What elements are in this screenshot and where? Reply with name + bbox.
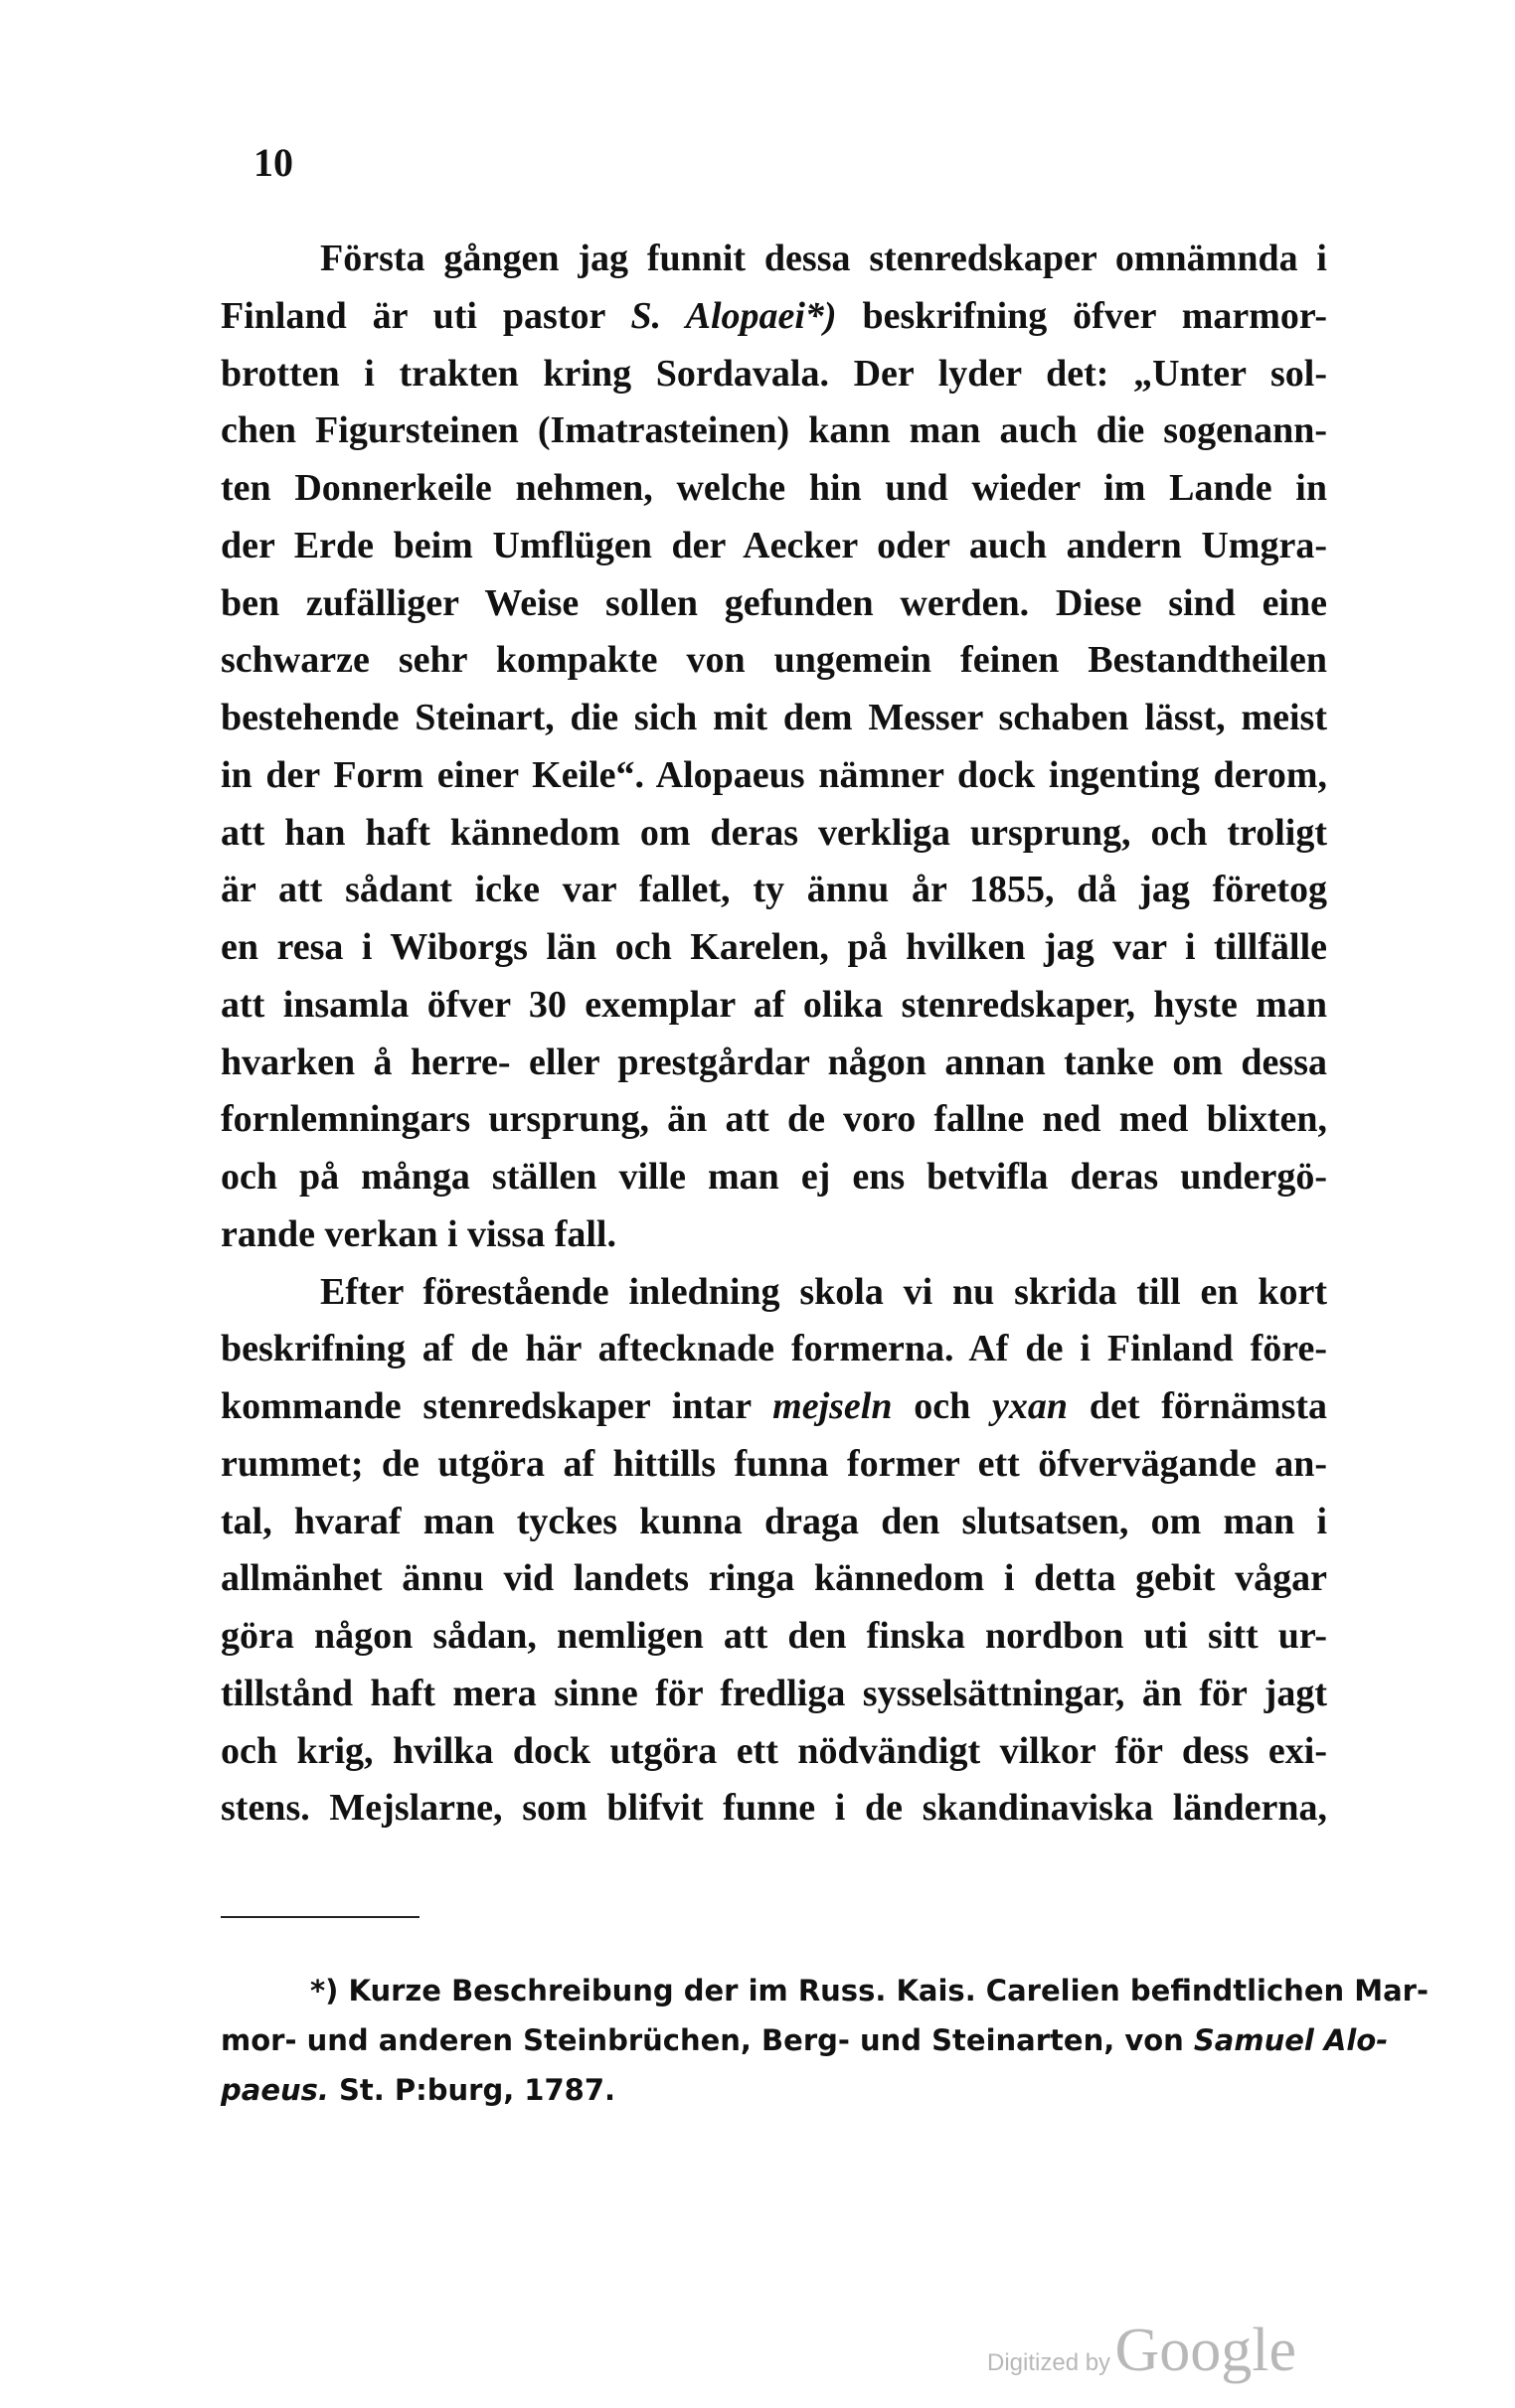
- text-line: [221, 1206, 1327, 1264]
- text-segment: Efter förestående inledning skola vi nu skrida till en kort: [320, 1270, 1327, 1313]
- text-segment: och krig, hvilka dock utgöra ett nödvändigt vilkor för dess exi-: [221, 1729, 1327, 1772]
- footnote-line: [221, 2015, 1389, 2065]
- text-segment: ten Donnerkeile nehmen, welche hin und wieder im Lande in: [221, 467, 1327, 509]
- paragraph: [221, 231, 1327, 1264]
- text-segment: rummet; de utgöra af hittills funna former ett öfvervägande an-: [221, 1442, 1327, 1485]
- text-line: [221, 1149, 1327, 1206]
- footnote-segment: Samuel Alo-: [1193, 2023, 1389, 2057]
- footnote-segment: mor- und anderen Steinbrüchen, Berg- und Steinarten, von: [221, 2023, 1194, 2057]
- text-segment: kommande stenredskaper intar: [221, 1385, 773, 1427]
- text-line: [221, 460, 1327, 518]
- text-segment: tal, hvaraf man tyckes kunna draga den slutsatsen, om man i: [221, 1500, 1327, 1542]
- paragraph: [221, 1264, 1327, 1839]
- text-segment: göra någon sådan, nemligen att den finska nordbon uti sitt ur-: [221, 1615, 1327, 1657]
- footnote-rule: [221, 1916, 420, 1918]
- text-segment: att insamla öfver 30 exemplar af olika stenredskaper, hyste man: [221, 983, 1327, 1026]
- text-line: [221, 1780, 1327, 1838]
- text-line: [221, 690, 1327, 747]
- text-segment: att han haft kännedom om deras verkliga ursprung, och troligt: [221, 811, 1327, 854]
- text-segment: beskrifning af de här aftecknade formerna. Af de i Finland före-: [221, 1328, 1327, 1370]
- text-line: [221, 518, 1327, 575]
- text-line: [221, 402, 1327, 460]
- watermark-brand: Google: [1114, 2317, 1297, 2384]
- text-line: [221, 1494, 1327, 1551]
- footnote-segment: paeus.: [221, 2073, 329, 2107]
- text-segment: brotten i trakten kring Sordavala. Der lyder det: „Unter sol-: [221, 352, 1327, 395]
- text-segment: yxan: [992, 1385, 1069, 1427]
- text-segment: Finland är uti pastor: [221, 294, 631, 337]
- text-line: [221, 1550, 1327, 1608]
- text-line: [221, 1666, 1327, 1723]
- text-segment: och: [892, 1385, 993, 1427]
- text-line: [221, 632, 1327, 690]
- text-segment: stens. Mejslarne, som blifvit funne i de skandinaviska länderna,: [221, 1787, 1327, 1830]
- text-line: [221, 1608, 1327, 1666]
- text-segment: rande verkan i vissa fall.: [221, 1212, 616, 1255]
- text-line: [221, 805, 1327, 863]
- text-line: [221, 919, 1327, 977]
- text-line: [221, 1091, 1327, 1149]
- digitized-watermark: [987, 2316, 1296, 2386]
- watermark-prefix: Digitized by: [987, 2349, 1111, 2376]
- text-segment: det förnämsta: [1068, 1385, 1328, 1427]
- text-segment: schwarze sehr kompakte von ungemein feinen Bestandtheilen: [221, 639, 1327, 682]
- text-segment: chen Figursteinen (Imatrasteinen) kann man auch die sogenann-: [221, 409, 1327, 452]
- text-line: [221, 747, 1327, 805]
- text-segment: S. Alopaei*): [630, 294, 837, 337]
- text-line: [221, 977, 1327, 1035]
- text-line: [221, 1264, 1327, 1322]
- text-segment: allmänhet ännu vid landets ringa kännedom i detta gebit vågar: [221, 1557, 1327, 1600]
- text-line: [221, 346, 1327, 403]
- text-line: [221, 288, 1327, 346]
- body-text: [221, 231, 1327, 1838]
- text-segment: der Erde beim Umflügen der Aecker oder auch andern Umgra-: [221, 524, 1327, 566]
- text-line: [221, 1723, 1327, 1781]
- text-segment: är att sådant icke var fallet, ty ännu år 1855, då jag företog: [221, 869, 1327, 911]
- text-line: [221, 1321, 1327, 1378]
- text-segment: hvarken å herre- eller prestgårdar någon annan tanke om dessa: [221, 1041, 1327, 1083]
- text-line: [221, 1436, 1327, 1494]
- text-segment: beskrifning öfver marmor-: [836, 294, 1327, 337]
- text-segment: ben zufälliger Weise sollen gefunden werden. Diese sind eine: [221, 581, 1327, 624]
- text-segment: Första gången jag funnit dessa stenredskaper omnämnda i: [320, 238, 1327, 279]
- text-segment: och på många ställen ville man ej ens betvifla deras undergö-: [221, 1156, 1327, 1198]
- text-segment: bestehende Steinart, die sich mit dem Messer schaben lässt, meist: [221, 697, 1327, 738]
- text-line: [221, 1035, 1327, 1092]
- text-line: [221, 1378, 1327, 1436]
- text-segment: en resa i Wiborgs län och Karelen, på hvilken jag var i tillfälle: [221, 926, 1327, 968]
- footnote-segment: St. P:burg, 1787.: [328, 2073, 616, 2107]
- footnote-line: [221, 1966, 1429, 2015]
- footnote: [221, 1966, 1429, 2115]
- text-line: [221, 575, 1327, 633]
- text-segment: fornlemningars ursprung, än att de voro fallne ned med blixten,: [221, 1098, 1327, 1141]
- footnote-segment: *) Kurze Beschreibung der im Russ. Kais. Carelien befindtlichen Mar-: [310, 1974, 1429, 2007]
- text-segment: in der Form einer Keile“. Alopaeus nämner dock ingenting derom,: [221, 753, 1327, 796]
- text-segment: tillstånd haft mera sinne för fredliga sysselsättningar, än för jagt: [221, 1672, 1327, 1714]
- text-segment: mejseln: [772, 1385, 893, 1427]
- page-number: 10: [253, 140, 293, 185]
- footnote-line: [221, 2065, 1327, 2115]
- text-line: [221, 862, 1327, 919]
- text-line: [221, 231, 1327, 288]
